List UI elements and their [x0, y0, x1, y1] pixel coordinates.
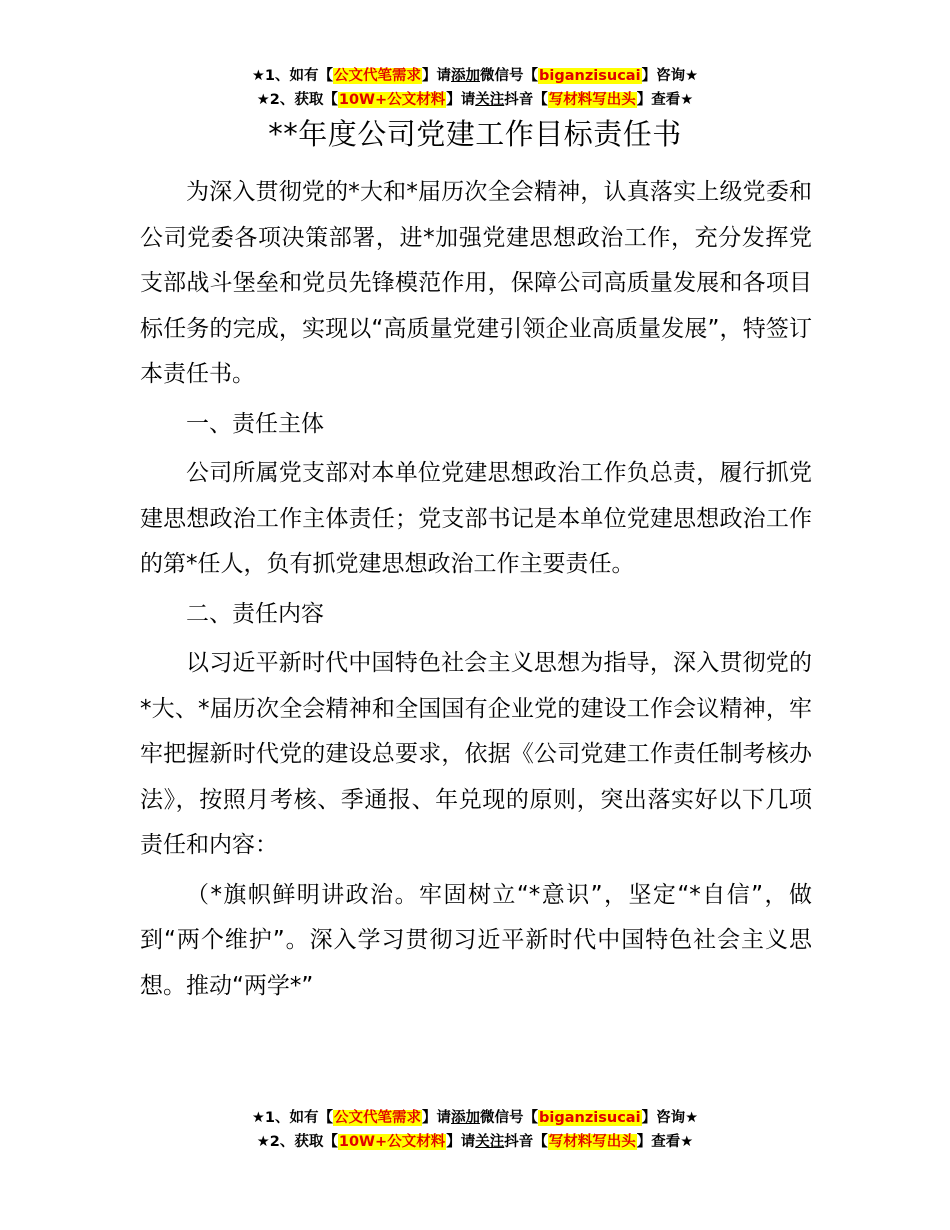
banner-text: 抖音【 — [504, 92, 548, 108]
banner-text: 微信号【 — [480, 68, 539, 84]
section-heading-1: 一、责任主体 — [186, 410, 324, 437]
section-2-paragraph: 以习近平新时代中国特色社会主义思想为指导，深入贯彻党的*大、*届历次全会精神和全国国有企业党的建设工作会议精神，牢牢把握新时代党的建设总要求，依据《公司党建工作责任制考核办法》，按照月考核、季通报、年兑现的原则，突出落实好以下几项责任和内容： — [140, 650, 812, 858]
item-1-paragraph: （*旗帜鲜明讲政治。牢固树立“*意识”，坚定“*自信”，做到“两个维护”。深入学习贯彻习近平新时代中国特色社会主义思想。推动“两学*” — [140, 881, 812, 999]
banner-highlight: 写材料写出头 — [548, 1134, 636, 1150]
banner-highlight: 10W+公文材料 — [338, 92, 446, 108]
banner-text: 】查看★ — [636, 1134, 694, 1150]
document-title: **年度公司党建工作目标责任书 — [268, 117, 682, 151]
document-body — [140, 170, 812, 1013]
banner-text: ★1、如有【 — [251, 1110, 334, 1126]
banner-text: 微信号【 — [480, 1110, 539, 1126]
section-heading-2: 二、责任内容 — [186, 600, 324, 627]
banner-line-1 — [0, 1106, 950, 1130]
banner-line-2 — [0, 88, 950, 112]
banner-text: 】咨询★ — [641, 1110, 699, 1126]
banner-line-2 — [0, 1130, 950, 1154]
banner-text: 】咨询★ — [641, 68, 699, 84]
banner-line-1 — [0, 64, 950, 88]
banner-underline: 关注 — [475, 92, 505, 108]
top-banner — [0, 64, 950, 112]
bottom-banner — [0, 1106, 950, 1154]
banner-text: 】请 — [422, 68, 452, 84]
banner-highlight: 10W+公文材料 — [338, 1134, 446, 1150]
banner-highlight: 公文代笔需求 — [334, 68, 422, 84]
banner-underline: 添加 — [451, 1110, 481, 1126]
banner-text: 】请 — [446, 92, 476, 108]
banner-highlight: 公文代笔需求 — [334, 1110, 422, 1126]
intro-paragraph: 为深入贯彻党的*大和*届历次全会精神，认真落实上级党委和公司党委各项决策部署，进*加强党建思想政治工作，充分发挥党支部战斗堡垒和党员先锋模范作用，保障公司高质量发展和各项目标任务的完成，实现以“高质量党建引领企业高质量发展”，特签订本责任书。 — [140, 179, 812, 387]
banner-highlight: biganzisucai — [539, 68, 641, 84]
section-1-paragraph: 公司所属党支部对本单位党建思想政治工作负总责，履行抓党建思想政治工作主体责任；党支部书记是本单位党建思想政治工作的第*任人，负有抓党建思想政治工作主要责任。 — [140, 460, 812, 577]
banner-text: 】请 — [446, 1134, 476, 1150]
banner-text: ★2、获取【 — [256, 1134, 338, 1150]
banner-text: 】请 — [422, 1110, 452, 1126]
banner-underline: 添加 — [451, 68, 481, 84]
banner-highlight: biganzisucai — [539, 1110, 641, 1126]
banner-text: 抖音【 — [504, 1134, 548, 1150]
banner-highlight: 写材料写出头 — [548, 92, 636, 108]
banner-text: 】查看★ — [636, 92, 694, 108]
banner-underline: 关注 — [475, 1134, 505, 1150]
banner-text: ★2、获取【 — [256, 92, 338, 108]
banner-text: ★1、如有【 — [251, 68, 334, 84]
